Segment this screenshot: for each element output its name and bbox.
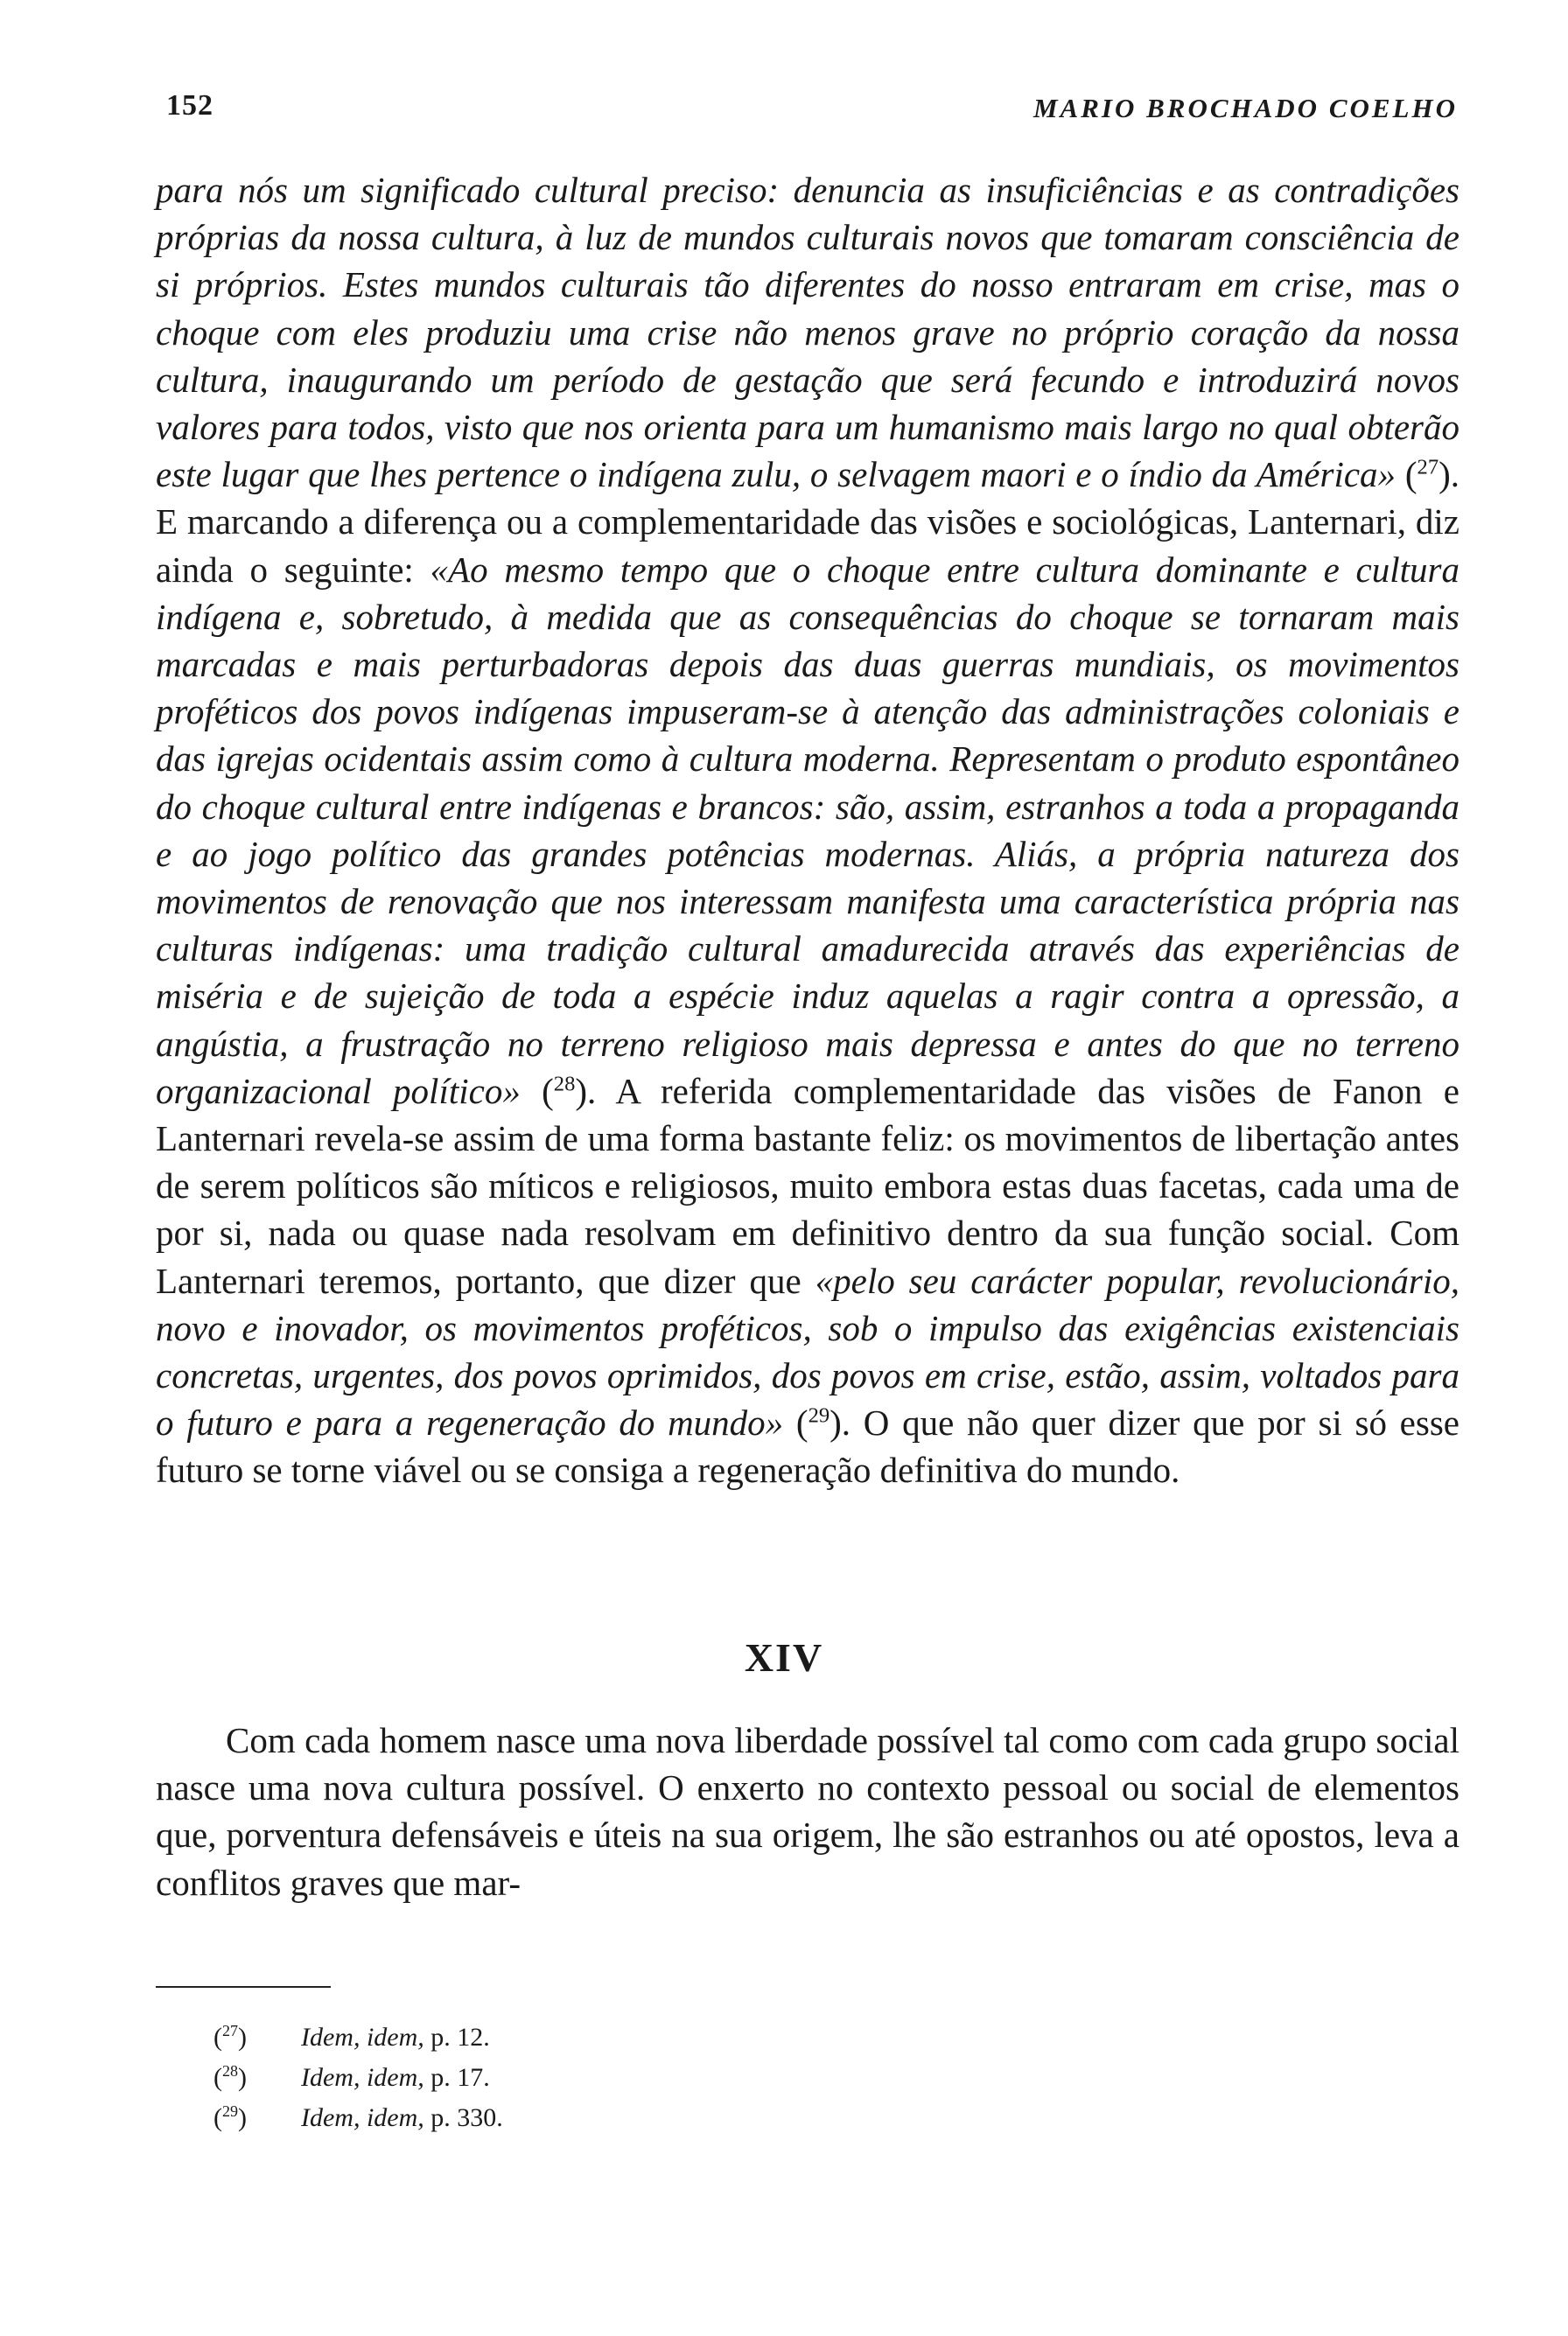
paragraph-1 xyxy=(156,166,1460,1494)
footnote-page: p. 12. xyxy=(424,2023,490,2052)
ref-3-open: ( xyxy=(783,1402,808,1444)
text-1: E marcando a diferença ou a complementaridade das visões e sociológicas, Lanternari, diz ainda o seguinte: xyxy=(156,501,1460,590)
quote-1: para nós um significado cultural preciso: denuncia as insuficiências e as contradições próprias da nossa cultura, à luz de mundos culturais novos que tomaram consciência de si próprios. Estes mundos culturais tão diferentes do nosso entraram em crise, mas o choque com eles produziu uma crise não menos grave no próprio coração da nossa cultura, inaugurando um período de gestação que será fecundo e introduzirá novos valores para todos, visto que nos orienta para um humanismo mais largo no qual obterão este lugar que lhes pertence o indígena zulu, o selvagem maori e o índio da América» xyxy=(156,170,1460,495)
ref-3-close: ). xyxy=(830,1402,851,1444)
body-text xyxy=(156,166,1460,1494)
quote-3: «pelo seu carácter popular, revolucionário, novo e inovador, os movimentos proféticos, sob o impulso das exigências existenciais concretas, urgentes, dos povos oprimidos, dos povos em crise, estão, assim, voltados para o futuro e para a regeneração do mundo» xyxy=(156,1260,1460,1444)
ref-1-open: ( xyxy=(1396,454,1418,495)
page-number: 152 xyxy=(166,89,214,122)
footnote-ref-29[interactable]: 29 xyxy=(808,1403,830,1428)
running-head: MARIO BROCHADO COELHO xyxy=(1032,93,1458,123)
section-heading: XIV xyxy=(744,1635,824,1680)
text-2: A referida complementaridade das visões de Fanon e Lanternari revela-se assim de uma forma bastante feliz: os movimentos de libertação antes de serem políticos são míticos e religiosos, muito embora estas duas facetas, cada uma de por si, nada ou quase nada resolvam em definitivo dentro da sua função social. Com Lanternari teremos, portanto, que dizer que xyxy=(156,1070,1460,1301)
footnote-rule xyxy=(156,1986,331,1988)
footnote-page: p. 17. xyxy=(424,2063,490,2092)
text-3: O que não quer dizer que por si só esse futuro se torne viável ou se consiga a regeneração definitiva do mundo. xyxy=(156,1402,1460,1491)
footnote-29 xyxy=(214,2098,503,2138)
quote-2: «Ao mesmo tempo que o choque entre cultura dominante e cultura indígena e, sobretudo, à medida que as consequências do choque se tornaram mais marcadas e mais perturbadoras depois das duas guerras mundiais, os movimentos proféticos dos povos indígenas impuseram-se à atenção das administrações coloniais e das igrejas ocidentais assim como à cultura moderna. Representam o produto espontâneo do choque cultural entre indígenas e brancos: são, assim, estranhos a toda a propaganda e ao jogo político das grandes potências modernas. Aliás, a própria natureza dos movimentos de renovação que nos interessam manifesta uma característica própria nas culturas indígenas: uma tradição cultural amadurecida através das experiências de miséria e de sujeição de toda a espécie induz aquelas a ragir contra a opressão, a angústia, a frustração no terreno religioso mais depressa e antes do que no terreno organizacional político» xyxy=(156,549,1460,1111)
footnote-number: ($^{28}$) xyxy=(214,2062,247,2092)
paragraph-2: Com cada homem nasce uma nova liberdade possível tal como com cada grupo social nasce uma nova cultura possível. O enxerto no contexto pessoal ou social de elementos que, porventura defensáveis e úteis na sua origem, lhe são estranhos ou até opostos, leva a conflitos graves que mar- xyxy=(156,1720,1460,1903)
footnote-page: p. 330. xyxy=(424,2103,503,2132)
footnote-ref-28[interactable]: 28 xyxy=(553,1072,576,1096)
footnote-number: ($^{29}$) xyxy=(214,2102,247,2132)
footnote-number: ($^{27}$) xyxy=(214,2022,247,2052)
footnote-ref-27[interactable]: 27 xyxy=(1417,455,1439,479)
ref-1-close: ). xyxy=(1438,454,1460,495)
ref-2-close: ). xyxy=(575,1070,597,1111)
footnote-28 xyxy=(214,2058,503,2098)
footnote-ref: Idem, idem, xyxy=(301,2023,424,2052)
footnotes xyxy=(214,2018,503,2138)
footnote-ref: Idem, idem, xyxy=(301,2063,424,2092)
ref-2-open: ( xyxy=(520,1070,554,1111)
footnote-27 xyxy=(214,2018,503,2058)
footnote-ref: Idem, idem, xyxy=(301,2103,424,2132)
